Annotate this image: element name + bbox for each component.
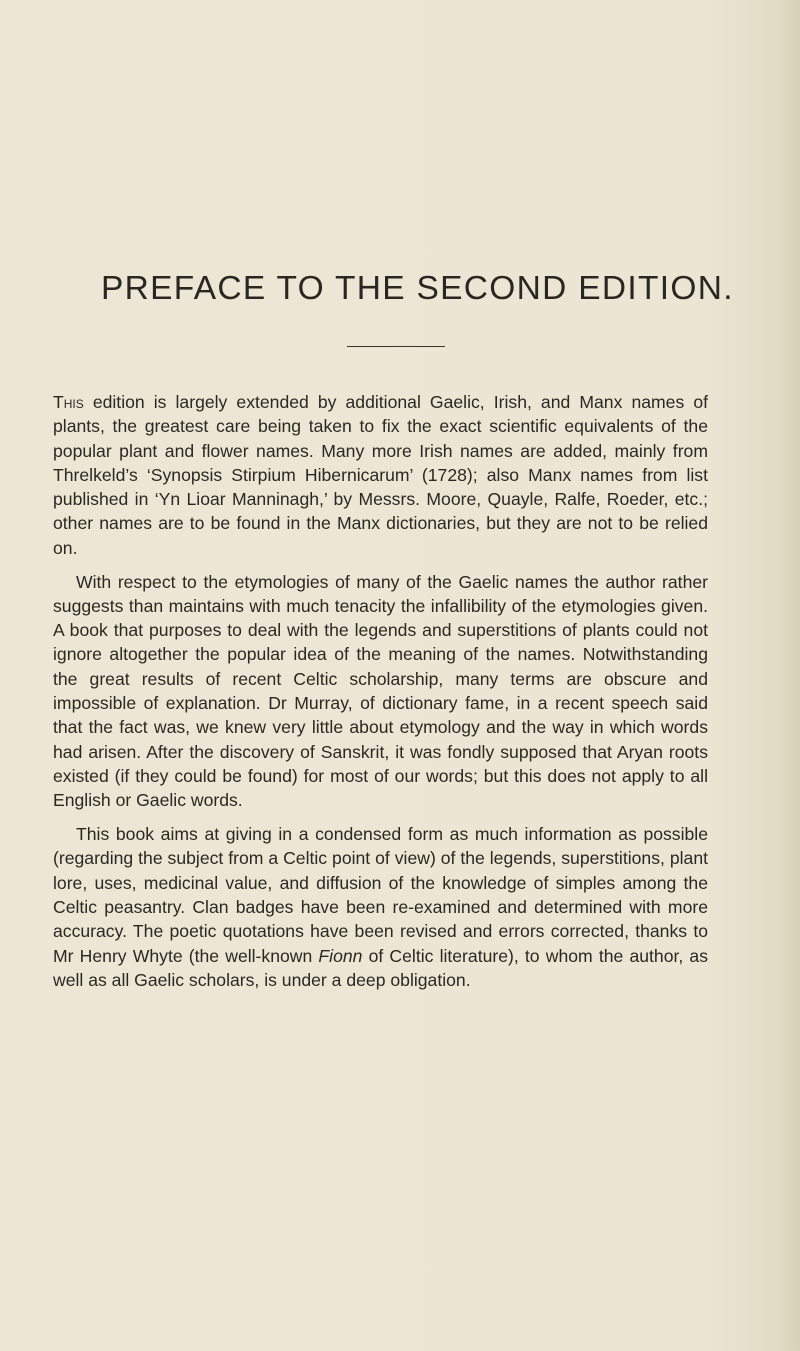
paragraph-1-text: edition is largely extended by additional Gaelic, Irish, and Manx names of plants, the greatest care being taken to fix the exact scientific equivalents of the popular plant and flower names. Many more Irish names are added, mainly from Threlkeld’s ‘Synopsis Stirpium Hibernicarum’ (1728); also Manx names from list published in ‘Yn Lioar Manninagh,’ by Messrs. Moore, Quayle, Ralfe, Roeder, etc.; other names are to be found in the Manx dictionaries, but they are not to be relied on. bbox=[53, 392, 708, 558]
paragraph-3-text-before: This book aims at giving in a condensed form as much information as possible (regarding the subject from a Celtic point of view) of the legends, superstitions, plant lore, uses, medicinal value, and diffusion of the knowledge of simples among the Celtic peasantry. Clan badges have been re-examined and determined with more accuracy. The poetic quotations have been revised and errors corrected, thanks to Mr Henry Whyte (the well-known bbox=[53, 824, 708, 966]
paragraph-3-text-after: of Celtic literature), to whom the author, as well as all Gaelic scholars, is under a deep obligation. bbox=[53, 945, 708, 990]
paragraph-1 bbox=[53, 390, 708, 560]
paragraph-3-italic-name: Fionn bbox=[318, 945, 363, 966]
paragraph-2-text: With respect to the etymologies of many of the Gaelic names the author rather suggests than maintains with much tenacity the infallibility of the etymologies given. A book that purposes to deal with the legends and superstitions of plants could not ignore altogether the popular idea of the meaning of the names. Notwithstanding the great results of recent Celtic scholarship, many terms are obscure and impossible of explanation. Dr Murray, of dictionary fame, in a recent speech said that the fact was, we knew very little about etymology and the way in which words had arisen. After the discovery of Sanskrit, it was fondly supposed that Aryan roots existed (if they could be found) for most of our words; but this does not apply to all English or Gaelic words. bbox=[53, 571, 708, 811]
preface-body bbox=[53, 390, 708, 1002]
title-rule-divider bbox=[347, 346, 445, 347]
paragraph-3 bbox=[53, 822, 708, 992]
paragraph-1-lead-word: This bbox=[53, 392, 84, 412]
paragraph-2 bbox=[53, 570, 708, 813]
page-title: PREFACE TO THE SECOND EDITION. bbox=[101, 270, 734, 307]
